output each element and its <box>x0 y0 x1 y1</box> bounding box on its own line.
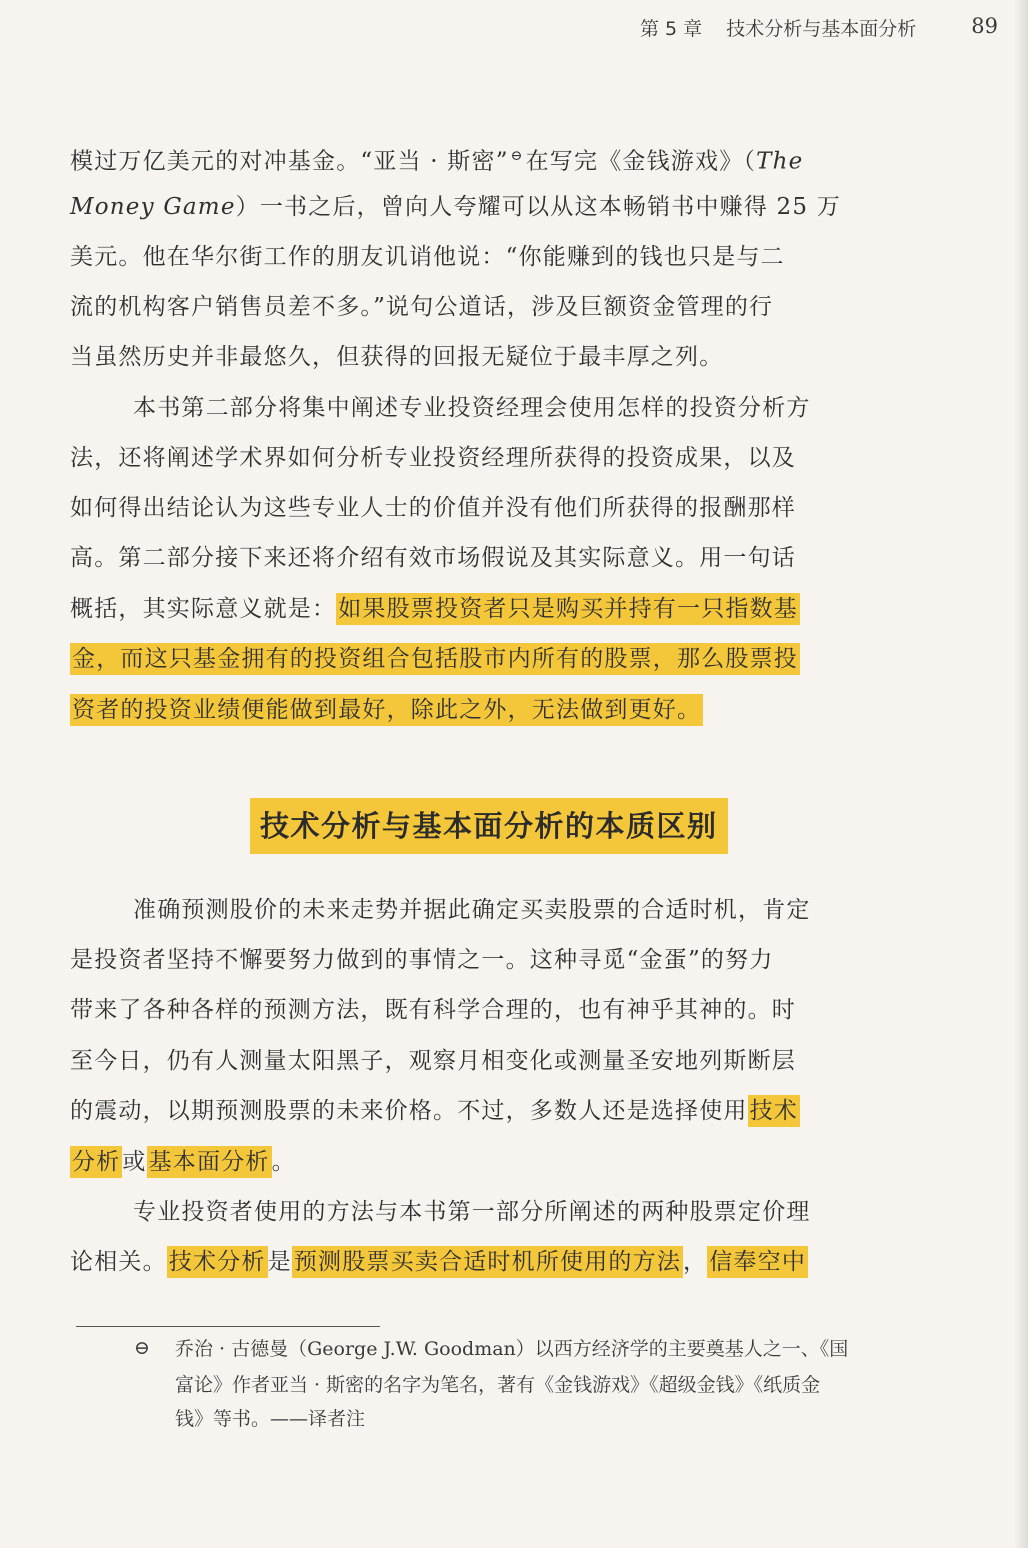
text-run: 模过万亿美元的对冲基金。“亚当 · 斯密” <box>70 148 509 175</box>
text-line <box>70 1091 800 1131</box>
highlighted-text: 基本面分析 <box>147 1146 272 1178</box>
text-line: 美元。他在华尔街工作的朋友讥诮他说：“你能赚到的钱也只是与二 <box>70 244 785 270</box>
text-line: 准确预测股价的未来走势并据此确定买卖股票的合适时机，肯定 <box>133 897 811 923</box>
text-line: 流的机构客户销售员差不多。”说句公道话，涉及巨额资金管理的行 <box>70 294 774 320</box>
text-run: 的震动，以期预测股票的未来价格。不过，多数人还是选择使用 <box>70 1098 748 1124</box>
text-line <box>70 589 800 629</box>
text-line: 带来了各种各样的预测方法，既有科学合理的，也有神乎其神的。时 <box>70 997 796 1023</box>
running-header <box>640 14 998 41</box>
text-run: ）一书之后，曾向人夸耀可以从这本畅销书中赚得 25 万 <box>235 194 841 220</box>
text-line: 至今日，仍有人测量太阳黑子，观察月相变化或测量圣安地列斯断层 <box>70 1048 796 1074</box>
text-line <box>70 1242 808 1282</box>
text-line <box>70 136 803 182</box>
footnote-rule <box>76 1326 380 1327</box>
section-heading: 技术分析与基本面分析的本质区别 <box>250 798 728 854</box>
text-run: 论相关。 <box>70 1249 167 1275</box>
highlighted-text: 信奉空中 <box>707 1246 808 1278</box>
italic-text: Money Game <box>70 194 236 220</box>
chapter-label: 第 5 章 <box>640 18 703 40</box>
highlighted-text: 技术分析 <box>167 1246 268 1278</box>
chapter-title: 技术分析与基本面分析 <box>726 18 917 40</box>
text-line: 如何得出结论认为这些专业人士的价值并没有他们所获得的报酬那样 <box>70 495 796 521</box>
text-line: 本书第二部分将集中阐述专业投资经理会使用怎样的投资分析方 <box>133 395 811 421</box>
highlighted-text: 技术 <box>748 1095 800 1127</box>
text-run: 。 <box>271 1149 296 1175</box>
footnote-line: 乔治 · 古德曼（George J.W. Goodman）以西方经济学的主要奠基人之一、《国 <box>175 1338 849 1360</box>
text-run: 或 <box>122 1149 147 1175</box>
text-line: 法，还将阐述学术界如何分析专业投资经理所获得的投资成果，以及 <box>70 445 796 471</box>
highlighted-text: 资者的投资业绩便能做到最好，除此之外，无法做到更好。 <box>70 694 703 726</box>
text-run: 概括，其实际意义就是： <box>70 596 337 622</box>
text-line: 当虽然历史并非最悠久，但获得的回报无疑位于最丰厚之列。 <box>70 344 724 370</box>
highlighted-text: 分析 <box>70 1146 122 1178</box>
text-line: 是投资者坚持不懈要努力做到的事情之一。这种寻觅“金蛋”的努力 <box>70 947 774 973</box>
footnote-marker: ⊖ <box>510 148 524 164</box>
footnote-line: 钱》等书。——译者注 <box>175 1408 366 1430</box>
text-line: 专业投资者使用的方法与本书第一部分所阐述的两种股票定价理 <box>133 1199 811 1225</box>
footnote-marker: ⊖ <box>134 1337 150 1359</box>
page-number: 89 <box>971 14 998 38</box>
highlighted-text: 金，而这只基金拥有的投资组合包括股市内所有的股票，那么股票投 <box>70 643 800 675</box>
text-line <box>70 1142 296 1182</box>
text-line <box>70 690 703 730</box>
text-run: 是 <box>267 1249 292 1275</box>
highlighted-text: 如果股票投资者只是购买并持有一只指数基 <box>336 593 800 625</box>
italic-text: The <box>756 148 804 175</box>
text-line <box>70 187 841 227</box>
text-line: 高。第二部分接下来还将介绍有效市场假说及其实际意义。用一句话 <box>70 545 796 571</box>
text-run: 在写完《金钱游戏》（ <box>525 148 757 175</box>
text-line <box>70 639 800 679</box>
highlighted-text: 预测股票买卖合适时机所使用的方法 <box>292 1246 683 1278</box>
text-run: ， <box>683 1249 708 1275</box>
footnote-line: 富论》作者亚当 · 斯密的名字为笔名，著有《金钱游戏》《超级金钱》《纸质金 <box>175 1374 821 1396</box>
page-spine-shadow <box>1014 0 1028 1548</box>
